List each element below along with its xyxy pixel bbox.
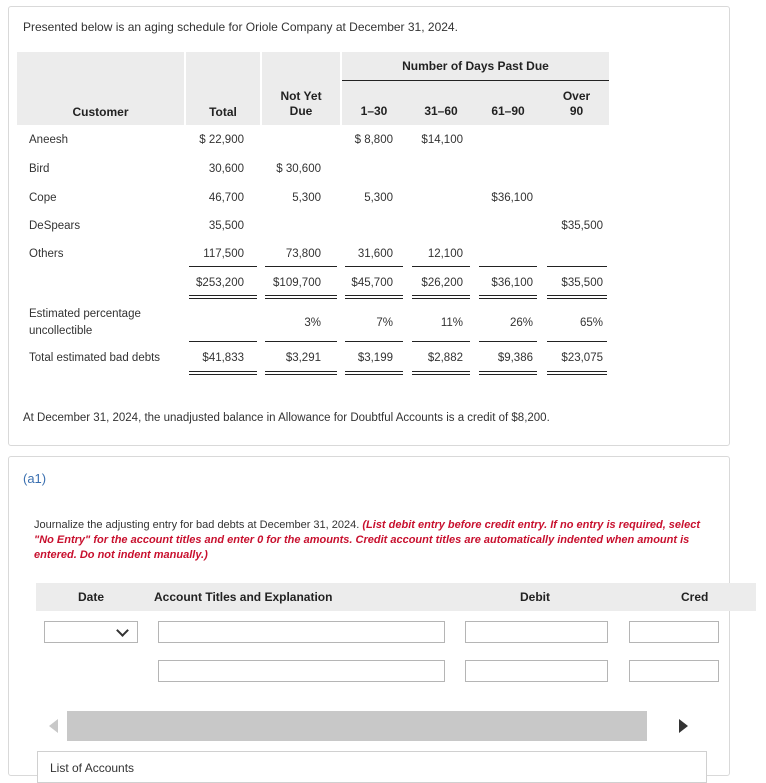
bad-d31-topline: [412, 341, 470, 342]
row-despears-customer: DeSpears: [29, 220, 81, 232]
part-label: (a1): [23, 471, 47, 486]
instructions: [34, 518, 716, 563]
bad-over-topline: [547, 341, 607, 342]
d31-double-underline: [412, 295, 470, 299]
debit-input-1[interactable]: [465, 621, 608, 643]
account-title-input-1[interactable]: [158, 621, 445, 643]
row-aneesh-total: $ 22,900: [199, 134, 244, 146]
bad-nyd-double: [265, 371, 337, 375]
customer-header: Customer: [72, 105, 129, 119]
days-31-60-header: 31–60: [424, 104, 458, 118]
bad-nyd-topline: [265, 341, 337, 342]
total-double-underline: [189, 295, 257, 299]
d1-double-underline: [345, 295, 403, 299]
totals-d31: $26,200: [421, 277, 463, 289]
date-column-header: Date: [78, 590, 105, 604]
bad-d61: $9,386: [497, 352, 533, 364]
totals-d61: $36,100: [491, 277, 533, 289]
d31-underline: [412, 266, 470, 267]
bad-d61-topline: [479, 341, 537, 342]
bad-d61-double: [479, 371, 537, 375]
row-aneesh-d1: $ 8,800: [354, 134, 393, 146]
row-bird-total: 30,600: [208, 163, 244, 175]
row-despears-total: 35,500: [208, 220, 244, 232]
nyd-underline: [265, 266, 337, 267]
row-cope-nyd: 5,300: [292, 192, 321, 204]
total-underline: [189, 266, 257, 267]
d61-underline: [479, 266, 537, 267]
bad-d1-topline: [345, 341, 403, 342]
d61-double-underline: [479, 295, 537, 299]
total-header: Total: [209, 105, 237, 119]
bad-d31-double: [412, 371, 470, 375]
over-90-header-2: 90: [569, 104, 584, 118]
account-title-input-2[interactable]: [158, 660, 445, 682]
row-bird-customer: Bird: [29, 163, 50, 175]
over-90-header-1: Over: [562, 89, 591, 103]
bad-d31: $2,882: [427, 352, 463, 364]
bad-nyd: $3,291: [285, 352, 321, 364]
d1-underline: [345, 266, 403, 267]
debit-column-header: Debit: [520, 590, 550, 604]
row-others-customer: Others: [29, 248, 64, 260]
horizontal-scrollbar[interactable]: [49, 711, 689, 741]
pct-label-2: uncollectible: [29, 325, 93, 337]
days-61-90-header: 61–90: [491, 104, 525, 118]
list-of-accounts-label: List of Accounts: [50, 761, 135, 775]
row-others-total: 117,500: [203, 248, 244, 260]
bad-d1-double: [345, 371, 403, 375]
not-yet-due-header-2: Due: [289, 104, 313, 118]
aging-schedule-panel: [8, 6, 730, 446]
journal-header: [36, 583, 756, 611]
bad-debts-label: Total estimated bad debts: [29, 352, 161, 364]
intro-text: Presented below is an aging schedule for Oriole Company at December 31, 2024.: [23, 20, 458, 34]
row-aneesh-customer: Aneesh: [29, 134, 69, 146]
row-cope-total: 46,700: [208, 192, 244, 204]
pct-d61: 26%: [509, 317, 533, 329]
pct-nyd: 3%: [304, 317, 321, 329]
pct-label-1: Estimated percentage: [29, 308, 141, 320]
scroll-thumb[interactable]: [67, 711, 647, 741]
days-past-due-title: Number of Days Past Due: [402, 59, 549, 73]
debit-input-2[interactable]: [465, 660, 608, 682]
list-of-accounts-button[interactable]: [37, 751, 707, 783]
totals-total: $253,200: [196, 277, 244, 289]
instruction-main: Journalize the adjusting entry for bad debts at December 31, 2024.: [34, 519, 360, 531]
chevron-down-icon: [116, 624, 129, 637]
bad-total-double: [189, 371, 257, 375]
nyd-double-underline: [265, 295, 337, 299]
row-cope-d61: $36,100: [491, 192, 533, 204]
bad-d1: $3,199: [357, 352, 393, 364]
pct-d31: 11%: [440, 317, 463, 329]
group-underline: [342, 80, 609, 81]
credit-input-2[interactable]: [629, 660, 719, 682]
bad-total-topline: [189, 341, 257, 342]
credit-input-1[interactable]: [629, 621, 719, 643]
journal-panel: [8, 456, 730, 776]
bad-total: $41,833: [202, 352, 244, 364]
row-aneesh-d31: $14,100: [421, 134, 463, 146]
bad-over: $23,075: [561, 352, 603, 364]
credit-column-header: Cred: [681, 590, 709, 604]
over-double-underline: [547, 295, 607, 299]
bad-over-double: [547, 371, 607, 375]
row-others-d31: 12,100: [427, 248, 463, 260]
row-despears-over: $35,500: [561, 220, 603, 232]
days-1-30-header: 1–30: [360, 104, 388, 118]
instruction-red: (List debit entry before credit entry. If no entry is required, select "No Entry" for the account titles and enter 0 for the amounts. Credit account titles are automatically indented when amount is entered. Do not indent manually.): [34, 519, 700, 561]
scroll-right-icon[interactable]: [679, 719, 688, 733]
row-bird-nyd: $ 30,600: [276, 163, 321, 175]
date-select[interactable]: [44, 621, 138, 643]
totals-nyd: $109,700: [273, 277, 321, 289]
account-column-header: Account Titles and Explanation: [154, 590, 333, 604]
row-others-d1: 31,600: [357, 248, 393, 260]
row-cope-customer: Cope: [29, 192, 57, 204]
pct-d1: 7%: [376, 317, 393, 329]
scroll-left-icon[interactable]: [49, 719, 58, 733]
over-underline: [547, 266, 607, 267]
not-yet-due-header-1: Not Yet: [280, 89, 322, 103]
row-cope-d1: 5,300: [364, 192, 393, 204]
allowance-note: At December 31, 2024, the unadjusted balance in Allowance for Doubtful Accounts is a credit of $8,200.: [23, 412, 550, 424]
totals-over: $35,500: [561, 277, 603, 289]
totals-d1: $45,700: [351, 277, 393, 289]
row-others-nyd: 73,800: [285, 248, 321, 260]
pct-over: 65%: [579, 317, 603, 329]
